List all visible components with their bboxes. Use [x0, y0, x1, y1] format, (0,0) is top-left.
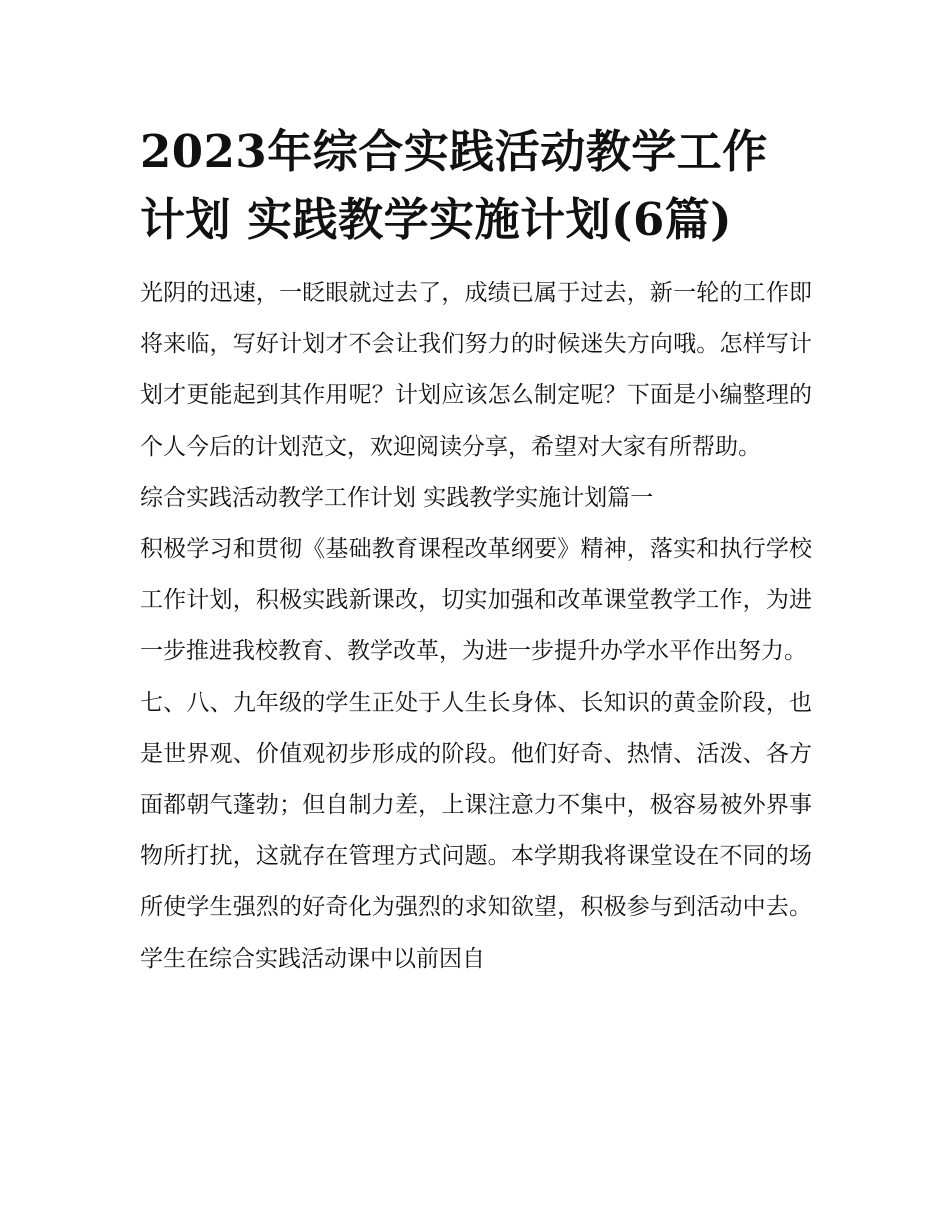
document-page [140, 118, 812, 985]
title-main: 2023年综合实践活动教学工作计划 [140, 125, 768, 246]
body-paragraph: 七、八、九年级的学生正处于人生长身体、长知识的黄金阶段，也是世界观、价值观初步形成的阶段。他们好奇、热情、活泼、各方面都朝气蓬勃；但自制力差，上课注意力不集中，极容易被外界事物所打扰，这就存在管理方式问题。本学期我将课堂设在不同的场所使学生强烈的好奇化为强烈的求知欲望，积极参与到活动中去。学生在综合实践活动课中以前因自 [140, 689, 812, 972]
section-heading: 综合实践活动教学工作计划 实践教学实施计划篇一 [140, 484, 654, 511]
body-paragraph: 积极学习和贯彻《基础教育课程改革纲要》精神，落实和执行学校工作计划，积极实践新课改，切实加强和改革课堂教学工作，为进一步推进我校教育、教学改革，为进一步提升办学水平作出努力。 [140, 536, 812, 665]
title-subtitle: 实践教学实施计划(6篇) [231, 193, 733, 246]
document-title [140, 118, 812, 254]
intro-paragraph: 光阴的迅速，一眨眼就过去了，成绩已属于过去，新一轮的工作即将来临，写好计划才不会让我们努力的时候迷失方向哦。怎样写计划才更能起到其作用呢？计划应该怎么制定呢？下面是小编整理的个人今后的计划范文，欢迎阅读分享，希望对大家有所帮助。 [140, 280, 812, 460]
